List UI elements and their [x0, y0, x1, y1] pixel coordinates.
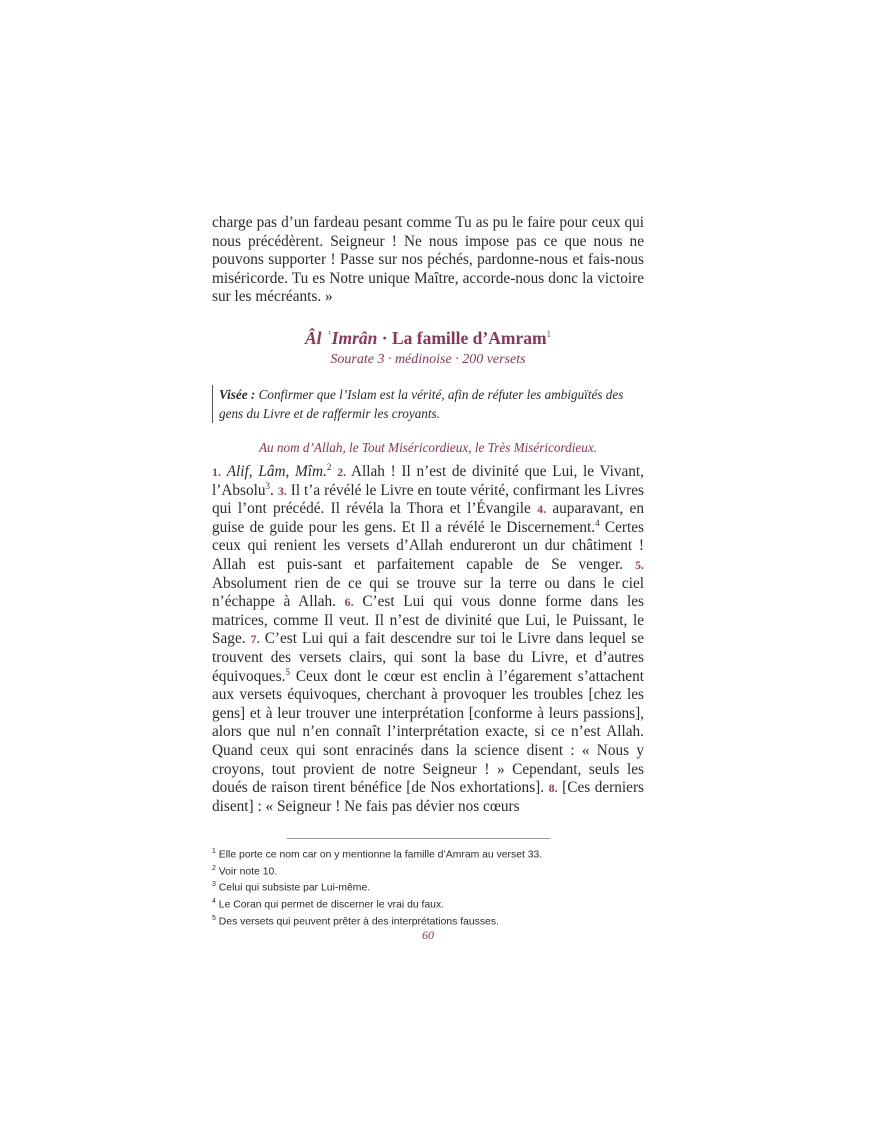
continuation-paragraph — [212, 214, 644, 307]
footnote-item: $^4$ Le Coran qui permet de discerner le vrai du faux. — [212, 898, 445, 911]
verses-block — [212, 463, 644, 816]
verse-number: 8. — [548, 781, 558, 796]
verse-number: 4. — [537, 502, 547, 517]
footnote-item: $^2$ Voir note 10. — [212, 864, 278, 878]
surah-title-french: La famille d’Amram — [391, 328, 547, 348]
surah-subtitle: Sourate 3 · médinoise · 200 versets — [330, 352, 526, 367]
footnote-ref: 2 — [326, 461, 332, 472]
surah-title — [212, 328, 644, 349]
footnote-item: $^1$ Elle porte ce nom car on y mentionne la famille d’Amram au verset 33. — [212, 848, 543, 861]
continuation-text: charge pas d’un fardeau pesant comme Tu as pu le faire pour ceux qui nous précédèrent. Seigneur ! Ne nous impose pas ce que nous ne pouvons supporter ! Passe sur nos péchés, pardonne-nous et fais-nous miséricorde. Tu es Notre unique Maître, accorde-nous donc la victoire sur les mécréants. » — [212, 214, 644, 306]
footnote-ref: 4 — [595, 517, 600, 528]
verse-number: 3. — [277, 483, 287, 498]
verse-text: Allah ! Il n’est de divinité que Lui, le Vivant, l’Absolu — [212, 463, 645, 499]
verse-text: C’est Lui qui vous donne forme dans les matrices, comme Il veut. Il n’est de divinité que Lui, le Puissant, le Sage. — [212, 593, 645, 648]
vise-label: Visée : — [219, 387, 256, 402]
footnote-ref: 5 — [285, 666, 290, 677]
surah-title-translit: Âl ʿImrân — [304, 328, 378, 348]
footnote-item: $^5$ Des versets qui peuvent prêter à des interprétations fausses. — [212, 914, 499, 928]
verse-text: C’est Lui qui a fait descendre sur toi le Livre dans lequel se trouvent des versets clairs, qui sont la base du Livre, et d’autres équivoques. — [212, 630, 644, 685]
verse-text: Certes ceux qui renient les versets d’Allah endureront un dur châtiment ! Allah est puis-sant et parfaitement capable de Se venger. — [212, 518, 644, 573]
surah-title-separator: · — [381, 328, 388, 348]
verse-text: auparavant, en guise de guide pour les gens. Et Il a révélé le Discernement. — [212, 500, 644, 536]
verse-text: [Ces derniers disent] : « Seigneur ! Ne fais pas dévier nos cœurs — [212, 779, 645, 815]
verse-number: 6. — [344, 595, 354, 610]
footnote-ref: 1 — [546, 329, 552, 340]
footnote-item: $^3$ Celui qui subsiste par Lui-même. — [212, 881, 371, 894]
basmala: Au nom d’Allah, le Tout Miséricordieux, le Très Miséricordieux. — [258, 440, 598, 455]
verse-number: 1. — [212, 465, 221, 479]
footnote-divider — [287, 838, 550, 839]
footnote-ref: 3 — [265, 480, 271, 491]
footnotes — [212, 845, 644, 928]
verse-text: Alif, Lâm, Mîm. — [226, 463, 327, 480]
verse-number: 5. — [635, 557, 644, 572]
verse-text: Il t’a révélé le Livre en toute vérité, confirmant les Livres qui l’ont précédé. Il révéla la Thora et l’Évangile — [212, 481, 644, 518]
page-number: 60 — [422, 928, 434, 942]
vise-box — [212, 385, 644, 423]
verse-text: Ceux dont le cœur est enclin à l’égarement s’attachent aux versets équivoques, cherchant à provoquer les troubles [chez les gens] et à leur trouver une interprétation [conforme à leurs passions], alors que nul n’en connaît l’interprétation exacte, si ce n’est Allah. Quand ceux qui sont enracinés dans la science disent : « Nous y croyons, tout provient de notre Seigneur ! » Cependant, seuls les doués de raison tirent bénéfice [de Nos exhortations]. — [212, 667, 644, 797]
verse-number: 7. — [250, 632, 260, 647]
verse-number: 2. — [337, 465, 347, 479]
vise-text: Confirmer que l’Islam est la vérité, afin de réfuter les ambiguïtés des gens du Livre et de raffermir les croyants. — [219, 387, 624, 421]
verse-text: Absolument rien de ce qui se trouve sur la terre ou dans le ciel n’échappe à Allah. — [212, 574, 644, 611]
verses-paragraph: 1. Alif, Lâm, Mîm.$^2$ 2. Allah ! Il n’est de divinité que Lui, le Vivant, l’Absolu$^3$. 3. Il t’a révélé le Livre en toute vérité, confirmant les Livres qui l’ont précédé. Il révéla la Thora et l’Évangile 4. auparavant, en guise de guide pour les gens. Et Il a révélé le Discernement.$^4$ Certes ceux qui renient les versets d’Allah endureront un dur châtiment ! Allah est puis-sant et parfaitement capable de Se venger. 5. Absolument rien de ce qui se trouve sur la terre ou dans le ciel n’échappe à Allah. 6. C’est Lui qui vous donne forme dans les matrices, comme Il veut. Il n’est de divinité que Lui, le Puissant, le Sage. 7. C’est Lui qui a fait descendre sur toi le Livre dans lequel se trouvent des versets clairs, qui sont la base du Livre, et d’autres équivoques.$^5$ Ceux dont le cœur est enclin à l’égarement s’attachent aux versets équivoques, cherchant à provoquer les troubles [chez les gens] et à leur trouver une interprétation [conforme à leurs passions], alors que nul n’en connaît l’interprétation exacte, si ce n’est Allah. Quand ceux qui sont enracinés dans la science disent : « Nous y croyons, tout provient de notre Seigneur ! » Cependant, seuls les doués de raison tirent bénéfice [de Nos exhortations]. 8. [Ces derniers disent] : « Seigneur ! Ne fais pas dévier nos cœurs — [212, 461, 645, 815]
